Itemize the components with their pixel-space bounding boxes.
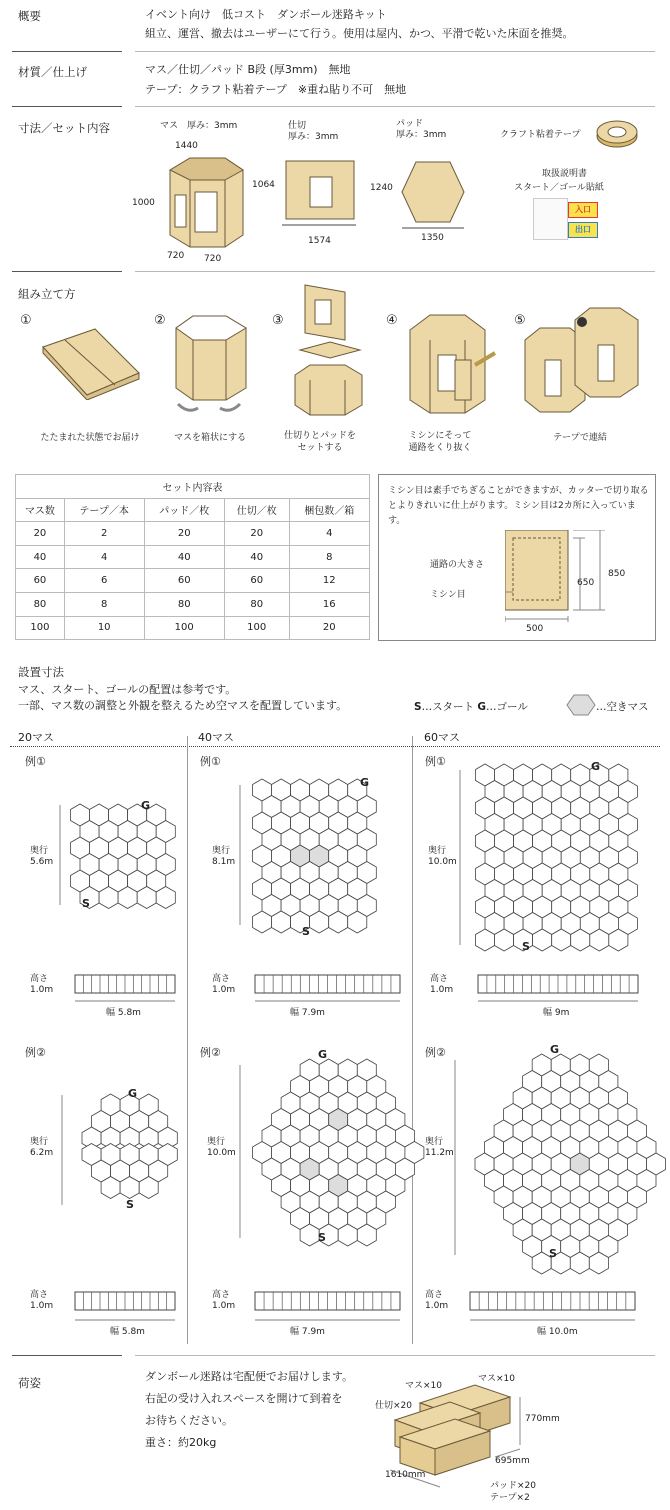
partition-title1: 仕切 (288, 121, 307, 131)
pad-title1: パッド (396, 119, 424, 129)
manual-label: 取扱説明書 (542, 169, 588, 179)
pack-partition: 仕切×20 (375, 1401, 412, 1411)
depth-label: 奥行 10.0m (207, 1137, 236, 1158)
pack-mass-a: マス×10 (478, 1374, 515, 1384)
legend-g: G (477, 701, 487, 713)
overview-label: 概要 (18, 9, 41, 23)
table-cell: 60 (16, 569, 65, 593)
assembly-label: 組み立て方 (18, 287, 76, 301)
pack-tape: テープ×2 (490, 1493, 530, 1503)
pack-mass-b: マス×10 (405, 1381, 442, 1391)
table-cell: 80 (224, 592, 289, 616)
table-cell: 20 (224, 522, 289, 546)
table-cell: 16 (289, 592, 369, 616)
partition-width: 1574 (308, 236, 331, 246)
pack-depth: 695mm (495, 1456, 530, 1466)
start-marker: S (82, 897, 90, 910)
packing-line4: 重さ：約20kg (145, 1436, 217, 1449)
ex2-label-60: 例② (425, 1046, 446, 1059)
step4-number: ④ (386, 313, 398, 328)
table-cell: 100 (16, 616, 65, 640)
step1-number: ① (20, 313, 32, 328)
table-cell: 2 (64, 522, 144, 546)
divider (135, 1355, 655, 1356)
table-cell: 6 (64, 569, 144, 593)
perforation-text: ミシン目は素手でちぎることができますが、カッターで切り取るとよりきれいに仕上がります。ミシン目は2カ所に入っています。 (388, 486, 649, 526)
ex1-label-60: 例① (425, 755, 446, 768)
install-line1: マス、スタート、ゴールの配置は参考です。 (18, 683, 237, 696)
width-label: 幅 7.9m (290, 1008, 325, 1018)
start-marker: S (126, 1198, 134, 1211)
step2-caption: マスを箱状にする (173, 433, 246, 443)
goal-marker: G (550, 1043, 560, 1056)
height-label: 高さ 1.0m (430, 974, 454, 995)
goal-marker: G (318, 1048, 328, 1061)
overview-line1: イベント向け 低コスト ダンボール迷路キット (145, 8, 387, 21)
col-60-header: 60マス (424, 731, 460, 744)
height-label: 高さ 1.0m (212, 974, 236, 995)
step3-number: ③ (272, 313, 284, 328)
step5-number: ⑤ (514, 313, 526, 328)
passage-height: 650 (577, 578, 595, 588)
table-cell: 100 (144, 616, 224, 640)
table-cell: 8 (289, 545, 369, 569)
goal-marker: G (591, 760, 601, 773)
overview-line2: 組立、運営、撤去はユーザーにて行う。使用は屋内、かつ、平滑で乾いた床面を推奨。 (145, 27, 574, 40)
total-height: 850 (608, 569, 626, 579)
start-marker: S (522, 940, 530, 953)
table-title: セット内容表 (16, 475, 370, 499)
table-cell: 4 (289, 522, 369, 546)
divider (12, 1355, 122, 1356)
mass-width: 1440 (175, 141, 198, 151)
pack-pad: パッド×20 (490, 1481, 536, 1491)
start-marker: S (318, 1231, 326, 1244)
table-header: 仕切／枚 (224, 498, 289, 522)
width-label: 幅 5.8m (106, 1008, 141, 1018)
table-header: 梱包数／箱 (289, 498, 369, 522)
table-header: パッド／枚 (144, 498, 224, 522)
goal-marker: G (141, 799, 151, 812)
mass-depth1: 720 (167, 251, 185, 261)
table-cell: 20 (144, 522, 224, 546)
packing-boxes-illustration (370, 1375, 570, 1505)
step4-caption: ミシンにそって 通路をくり抜く (408, 431, 472, 453)
packing-line2: 右記の受け入れスペースを開けて到着を (145, 1392, 343, 1405)
width-label: 幅 5.8m (110, 1327, 145, 1337)
ex1-label-20: 例① (25, 755, 46, 768)
depth-label: 奥行 8.1m (212, 846, 236, 867)
table-cell: 8 (64, 592, 144, 616)
install-line2: 一部、マス数の調整と外観を整えるため空マスを配置しています。 (18, 699, 348, 712)
goal-marker: G (128, 1087, 138, 1100)
table-cell: 60 (224, 569, 289, 593)
start-marker: S (549, 1247, 557, 1260)
ex2-label-20: 例② (25, 1046, 46, 1059)
pad-title2: 厚み：3mm (396, 130, 447, 140)
height-label: 高さ 1.0m (30, 1290, 54, 1311)
table-cell: 10 (64, 616, 144, 640)
dimensions-label: 寸法／セット内容 (18, 121, 110, 135)
depth-label: 奥行 6.2m (30, 1137, 54, 1158)
legend-start: …スタート (421, 701, 475, 713)
width-label: 幅 7.9m (290, 1327, 325, 1337)
table-cell: 60 (144, 569, 224, 593)
passage-size-label: 通路の大きさ (430, 560, 485, 570)
table-cell: 40 (224, 545, 289, 569)
legend-s: S (414, 701, 422, 713)
table-cell: 40 (16, 545, 65, 569)
step3-caption: 仕切りとパッドを セットする (283, 431, 356, 453)
table-cell: 4 (64, 545, 144, 569)
ex2-label-40: 例② (200, 1046, 221, 1059)
pack-height: 770mm (525, 1414, 560, 1424)
step1-caption: たたまれた状態でお届け (40, 433, 140, 443)
depth-label: 奥行 5.6m (30, 846, 54, 867)
legend-goal: …ゴール (486, 701, 528, 713)
height-label: 高さ 1.0m (30, 974, 54, 995)
step5-caption: テープで連結 (553, 433, 607, 443)
table-cell: 80 (144, 592, 224, 616)
exit-sticker: 出口 (568, 222, 598, 238)
tape-label: クラフト粘着テープ (500, 130, 581, 140)
material-line2: テープ：クラフト粘着テープ ※重ね貼り不可 無地 (145, 83, 407, 96)
width-label: 幅 10.0m (537, 1327, 578, 1337)
table-cell: 40 (144, 545, 224, 569)
pad-width: 1350 (421, 233, 444, 243)
ex1-label-40: 例① (200, 755, 221, 768)
depth-label: 奥行 10.0m (428, 846, 457, 867)
table-header: マス数 (16, 498, 65, 522)
table-cell: 20 (289, 616, 369, 640)
perforation-label: ミシン目 (430, 590, 466, 600)
mass-title: マス 厚み：3mm (160, 121, 238, 131)
material-label: 材質／仕上げ (18, 65, 87, 79)
col-40-header: 40マス (198, 731, 234, 744)
table-cell: 80 (16, 592, 65, 616)
sticker-label: スタート／ゴール貼紙 (514, 183, 604, 193)
start-marker: S (302, 925, 310, 938)
step2-number: ② (154, 313, 166, 328)
depth-label: 奥行 11.2m (425, 1137, 454, 1158)
install-title: 設置寸法 (18, 665, 64, 679)
pad-height: 1240 (370, 183, 393, 193)
width-label: 幅 9m (543, 1008, 570, 1018)
partition-height: 1064 (252, 180, 275, 190)
legend-empty: …空きマス (596, 701, 649, 713)
table-cell: 100 (224, 616, 289, 640)
packing-label: 荷姿 (18, 1376, 41, 1390)
height-label: 高さ 1.0m (425, 1290, 449, 1311)
table-cell: 12 (289, 569, 369, 593)
table-header: テープ／本 (64, 498, 144, 522)
mass-depth2: 720 (204, 254, 222, 264)
mass-height: 1000 (132, 198, 155, 208)
table-cell: 20 (16, 522, 65, 546)
height-label: 高さ 1.0m (212, 1290, 236, 1311)
col-20-header: 20マス (18, 731, 54, 744)
entrance-sticker: 入口 (568, 202, 598, 218)
partition-title2: 厚み：3mm (288, 132, 339, 142)
packing-line1: ダンボール迷路は宅配便でお届けします。 (145, 1370, 354, 1383)
packing-line3: お待ちください。 (145, 1414, 233, 1427)
goal-marker: G (360, 776, 370, 789)
pack-width: 1610mm (385, 1470, 426, 1480)
passage-width: 500 (526, 624, 544, 634)
material-line1: マス／仕切／パッド B段 (厚3mm) 無地 (145, 63, 351, 76)
